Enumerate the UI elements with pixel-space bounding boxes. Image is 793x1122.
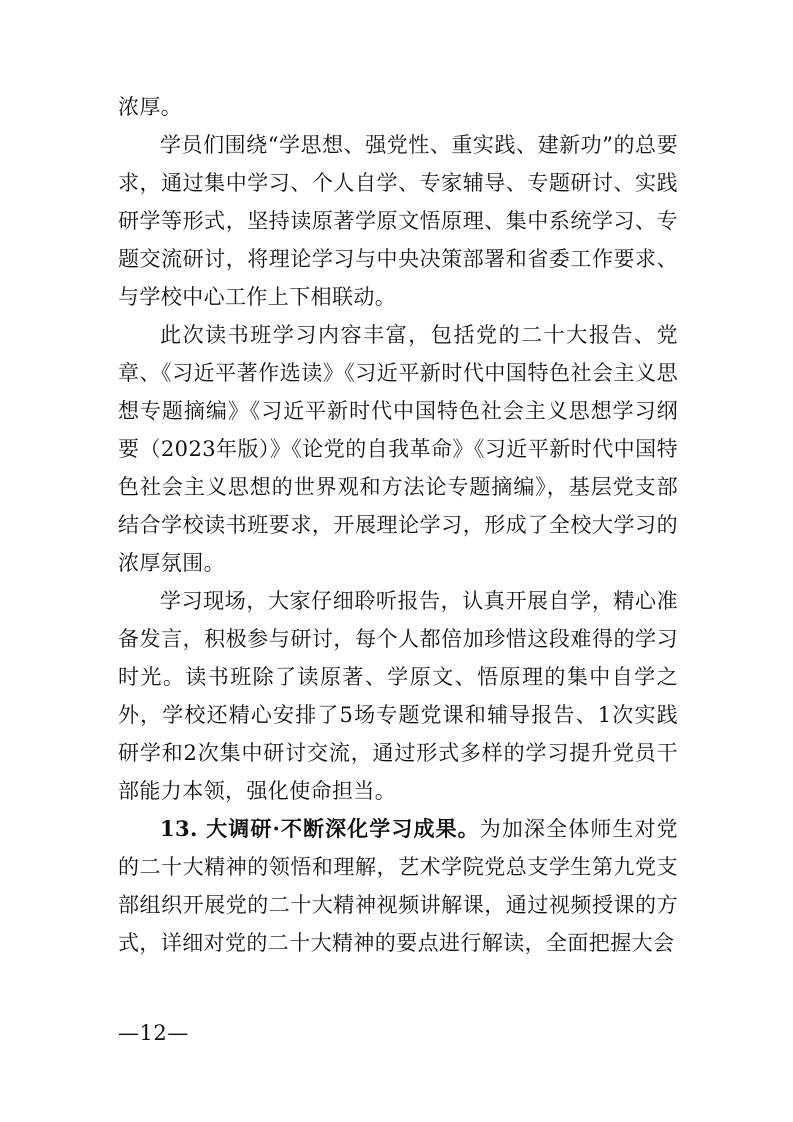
paragraph-section-13: [118, 810, 678, 962]
paragraph-continuation: 浓厚。: [118, 95, 183, 119]
paragraph-study-scene: 学习现场，大家仔细聆听报告，认真开展自学，精心准备发言，积极参与研讨，每个人都倍加珍惜这段难得的学习时光。读书班除了读原著、学原文、悟原理的集中自学之外，学校还精心安排了5场专题党课和辅导报告、1次实践研学和2次集中研讨交流，通过形式多样的学习提升党员干部能力本领，强化使命担当。: [118, 589, 678, 803]
section-13-body: 为加深全体师生对党的二十大精神的领悟和理解，艺术学院党总支学生第九党支部组织开展党的二十大精神视频讲解课，通过视频授课的方式，详细对党的二十大精神的要点进行解读，全面把握大会: [118, 817, 678, 955]
section-13-heading: 13. 大调研·不断深化学习成果。: [160, 816, 480, 841]
page-number: —12—: [118, 1021, 189, 1045]
paragraph-reading-content: 此次读书班学习内容丰富，包括党的二十大报告、党章、《习近平著作选读》《习近平新时代中国特色社会主义思想专题摘编》《习近平新时代中国特色社会主义思想学习纲要（2023年版）》《论党的自我革命》《习近平新时代中国特色社会主义思想的世界观和方法论专题摘编》，基层党支部结合学校读书班要求，开展理论学习，形成了全校大学习的浓厚氛围。: [118, 323, 678, 575]
body-text: [118, 88, 678, 962]
paragraph-study-requirements: 学员们围绕“学思想、强党性、重实践、建新功”的总要求，通过集中学习、个人自学、专家辅导、专题研讨、实践研学等形式，坚持读原著学原文悟原理、集中系统学习、专题交流研讨，将理论学习与中央决策部署和省委工作要求、与学校中心工作上下相联动。: [118, 133, 678, 309]
